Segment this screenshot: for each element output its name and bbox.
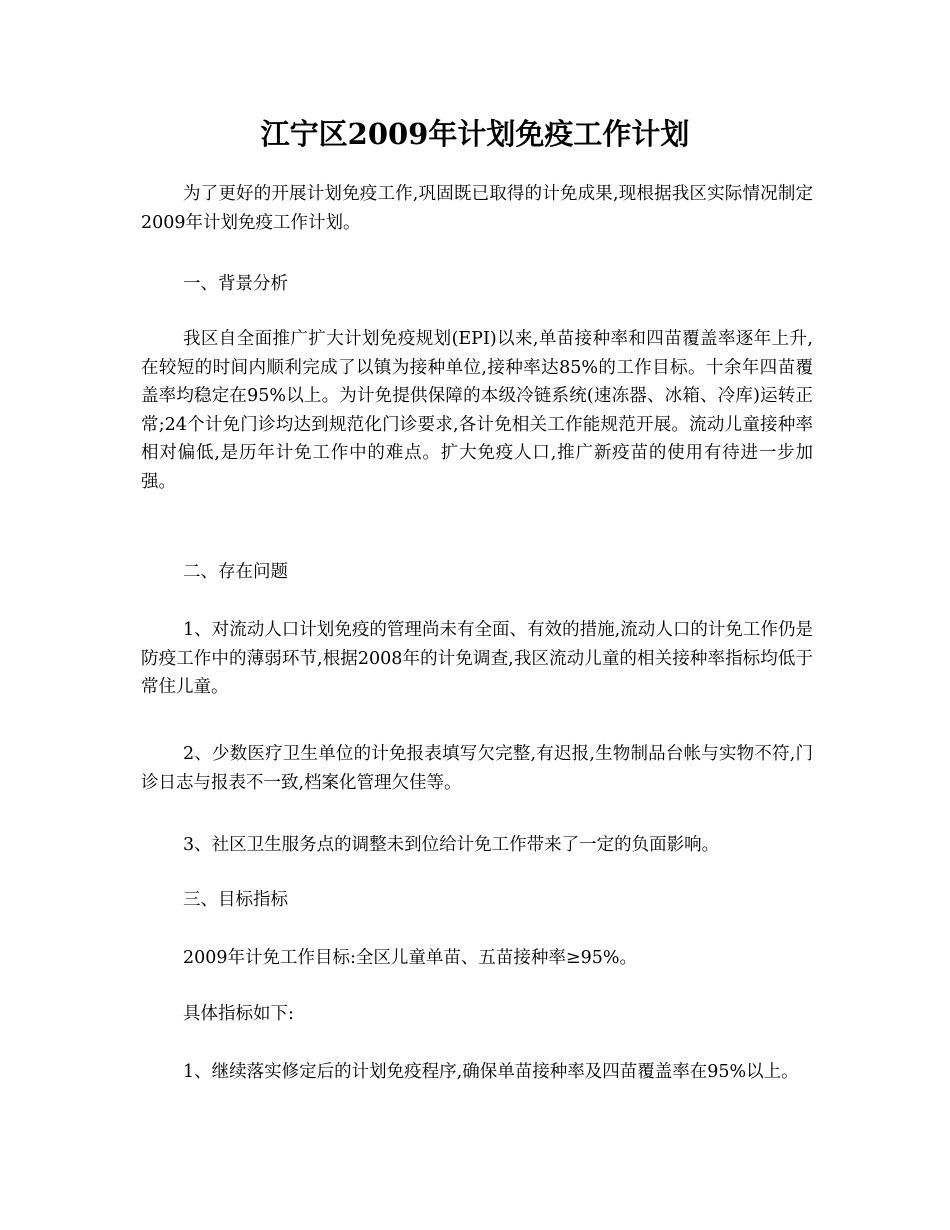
document-title: 江宁区2009年计划免疫工作计划 [260,117,690,151]
problem-item-3: 3、社区卫生服务点的调整未到位给计免工作带来了一定的负面影响。 [183,835,720,855]
target-goal-paragraph: 2009年计免工作目标:全区儿童单苗、五苗接种率≥95%。 [183,948,637,968]
target-item-1: 1、继续落实修定后的计划免疫程序,确保单苗接种率及四苗覆盖率在95%以上。 [183,1062,799,1082]
section-heading-background: 一、背景分析 [183,274,288,294]
section-heading-targets: 三、目标指标 [183,890,288,910]
background-paragraph: 我区自全面推广扩大计划免疫规划(EPI)以来,单苗接种率和四苗覆盖率逐年上升,在较短的时间内顺利完成了以镇为接种单位,接种率达85%的工作目标。十余年四苗覆盖率均稳定在95%以上。为计免提供保障的本级冷链系统(速冻器、冰箱、冷库)运转正常;24个计免门诊均达到规范化门诊要求,各计免相关工作能规范开展。流动儿童接种率相对偏低,是历年计免工作中的难点。扩大免疫人口,推广新疫苗的使用有待进一步加强。 [141,329,813,492]
intro-paragraph: 为了更好的开展计划免疫工作,巩固既已取得的计免成果,现根据我区实际情况制定2009年计划免疫工作计划。 [141,184,813,233]
problem-item-2: 2、少数医疗卫生单位的计免报表填写欠完整,有迟报,生物制品台帐与实物不符,门诊日志与报表不一致,档案化管理欠佳等。 [141,744,813,793]
target-list-intro: 具体指标如下: [183,1004,294,1024]
section-heading-problems: 二、存在问题 [183,562,288,582]
problem-item-1: 1、对流动人口计划免疫的管理尚未有全面、有效的措施,流动人口的计免工作仍是防疫工作中的薄弱环节,根据2008年的计免调查,我区流动儿童的相关接种率指标均低于常住儿童。 [141,620,813,698]
